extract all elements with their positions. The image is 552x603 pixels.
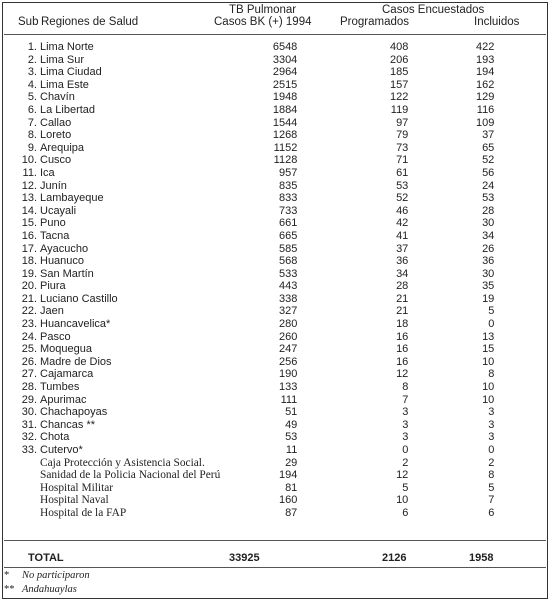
row-bk-cases: 957	[278, 166, 298, 179]
row-bk-cases: 733	[278, 204, 298, 217]
row-region: Lima Sur	[40, 53, 85, 66]
row-number: 18.	[21, 255, 37, 268]
table-row	[4, 79, 494, 92]
row-programados: 10	[396, 494, 409, 507]
table-row	[4, 217, 494, 230]
row-bk-cases: 190	[278, 368, 298, 381]
row-region: Hospital de la FAP	[40, 506, 127, 519]
table-row	[4, 482, 494, 495]
row-region: Ayacucho	[40, 242, 89, 255]
header-tb-line2: Casos BK (+) 1994	[214, 16, 312, 28]
row-number: 5.	[27, 91, 37, 104]
table-row	[4, 205, 494, 218]
row-number: 30.	[21, 406, 37, 419]
row-programados: 3	[402, 418, 409, 431]
row-incluidos: 116	[476, 103, 495, 116]
table-row	[4, 419, 494, 432]
row-incluidos: 8	[488, 368, 495, 381]
row-region: Huanuco	[40, 255, 85, 268]
row-bk-cases: 1884	[272, 103, 298, 116]
row-bk-cases: 81	[285, 481, 298, 494]
row-number: 3.	[27, 66, 37, 79]
row-region: Tacna	[40, 229, 70, 242]
header-regiones: Regiones de Salud	[41, 16, 139, 28]
row-programados: 122	[389, 91, 409, 104]
table-row	[4, 457, 494, 470]
row-number: 29.	[21, 393, 37, 406]
row-region: Hospital Militar	[40, 481, 114, 494]
total-rule-top	[4, 540, 546, 541]
header-casos: Casos Encuestados	[382, 4, 485, 16]
row-incluidos: 35	[482, 280, 495, 293]
row-incluidos: 19	[482, 292, 495, 305]
row-number	[4, 457, 40, 470]
row-number: 2.	[27, 53, 37, 66]
row-number: 14.	[21, 204, 37, 217]
row-region: Chota	[40, 431, 70, 444]
row-region: Ica	[40, 166, 55, 179]
row-bk-cases: 11	[285, 444, 298, 456]
row-programados: 18	[396, 318, 409, 331]
table-row	[4, 243, 494, 256]
row-number	[4, 507, 40, 520]
table-row	[4, 368, 494, 381]
row-bk-cases: 3304	[272, 53, 298, 66]
row-incluidos: 109	[475, 116, 495, 129]
table-row	[4, 54, 494, 67]
row-region: Cajamarca	[40, 368, 94, 381]
row-bk-cases: 443	[278, 280, 298, 293]
row-bk-cases: 585	[278, 242, 298, 255]
table-row	[4, 180, 494, 193]
row-programados: 21	[396, 292, 409, 305]
row-region: Junín	[40, 179, 67, 192]
header-incluidos: Incluidos	[474, 16, 520, 28]
row-bk-cases: 835	[278, 179, 298, 192]
footnote-1-mark: *	[4, 570, 10, 581]
row-incluidos: 5	[488, 481, 495, 494]
row-programados: 0	[402, 444, 409, 456]
table-row	[4, 167, 494, 180]
row-bk-cases: 833	[278, 192, 298, 205]
row-programados: 5	[402, 481, 409, 494]
total-incl: 1958	[469, 552, 494, 564]
total-rule-bottom	[4, 567, 546, 568]
table-row	[4, 381, 494, 394]
row-incluidos: 30	[482, 267, 495, 280]
row-bk-cases: 338	[278, 292, 298, 305]
row-incluidos: 2	[488, 456, 495, 469]
table-row	[4, 41, 494, 54]
row-region: Sanidad de la Policia Nacional del Perú	[40, 469, 221, 482]
table-row	[4, 293, 494, 306]
row-incluidos: 0	[488, 444, 495, 456]
table-row	[4, 507, 494, 520]
row-region: La Libertad	[40, 103, 96, 116]
row-incluidos: 3	[488, 418, 495, 431]
table-row	[4, 406, 494, 419]
row-incluidos: 6	[488, 506, 495, 519]
row-incluidos: 193	[475, 53, 495, 66]
table-row	[4, 117, 494, 130]
row-incluidos: 162	[475, 78, 495, 91]
row-incluidos: 34	[482, 229, 495, 242]
header-sub: Sub	[18, 16, 39, 28]
table-row	[4, 129, 494, 142]
row-bk-cases: 533	[278, 267, 298, 280]
row-programados: 46	[396, 204, 409, 217]
row-bk-cases: 87	[285, 506, 298, 519]
row-incluidos: 26	[482, 242, 495, 255]
row-number: 8.	[27, 129, 37, 142]
row-incluidos: 8	[488, 469, 495, 482]
table-row	[4, 268, 494, 281]
row-number: 20.	[21, 280, 37, 293]
row-region: Chancas **	[40, 418, 96, 431]
row-number: 22.	[21, 305, 37, 318]
row-programados: 3	[402, 431, 409, 444]
row-incluidos: 10	[482, 381, 495, 394]
row-number: 23.	[21, 318, 37, 331]
total-prog: 2126	[382, 552, 407, 564]
row-programados: 42	[396, 217, 409, 230]
table-row	[4, 305, 494, 318]
row-incluidos: 7	[488, 494, 495, 507]
row-region: Caja Protección y Asistencia Social.	[40, 456, 205, 469]
row-number: 25.	[21, 343, 37, 356]
row-incluidos: 194	[475, 66, 495, 79]
row-programados: 408	[389, 41, 409, 53]
row-number: 16.	[21, 229, 37, 242]
data-table	[4, 41, 494, 520]
row-bk-cases: 1948	[272, 91, 298, 104]
row-programados: 2	[402, 456, 409, 469]
row-incluidos: 5	[488, 305, 495, 318]
row-bk-cases: 327	[278, 305, 298, 318]
row-number: 26.	[21, 355, 37, 368]
table-row	[4, 192, 494, 205]
table-row	[4, 230, 494, 243]
row-number: 4.	[27, 78, 37, 91]
row-number: 12.	[21, 179, 37, 192]
row-bk-cases: 2964	[272, 66, 298, 79]
row-bk-cases: 260	[278, 330, 298, 343]
row-programados: 21	[396, 305, 409, 318]
row-region: Hospital Naval	[40, 494, 109, 507]
row-region: Pasco	[40, 330, 71, 343]
row-region: Cutervo*	[40, 444, 83, 456]
row-programados: 3	[402, 406, 409, 419]
total-label: TOTAL	[28, 552, 64, 564]
row-number: 11.	[22, 166, 37, 179]
row-incluidos: 28	[482, 204, 495, 217]
table-body	[4, 41, 494, 520]
row-bk-cases: 133	[278, 381, 298, 394]
row-number: 15.	[21, 217, 37, 230]
row-number: 1.	[27, 41, 37, 53]
row-bk-cases: 1544	[272, 116, 298, 129]
row-incluidos: 53	[482, 192, 495, 205]
row-programados: 71	[396, 154, 409, 167]
row-programados: 41	[396, 229, 409, 242]
row-programados: 119	[390, 103, 409, 116]
row-incluidos: 3	[488, 431, 495, 444]
row-region: Lambayeque	[40, 192, 104, 205]
row-number: 32.	[21, 431, 37, 444]
row-incluidos: 0	[488, 318, 495, 331]
row-region: Chavín	[40, 91, 75, 104]
table-row	[4, 469, 494, 482]
footnote-1	[4, 570, 90, 581]
row-incluidos: 10	[482, 393, 495, 406]
table-row	[4, 431, 494, 444]
row-bk-cases: 280	[278, 318, 298, 331]
row-number: 24.	[21, 330, 37, 343]
row-programados: 73	[396, 141, 409, 154]
row-region: Luciano Castillo	[40, 292, 118, 305]
table-row	[4, 356, 494, 369]
row-programados: 53	[396, 179, 409, 192]
header-tb-line1: TB Pulmonar	[229, 4, 297, 16]
row-number	[4, 469, 40, 482]
row-region: Chachapoyas	[40, 406, 108, 419]
row-programados: 61	[396, 166, 409, 179]
row-bk-cases: 160	[278, 494, 298, 507]
row-bk-cases: 2515	[272, 78, 298, 91]
row-incluidos: 36	[482, 255, 495, 268]
row-number: 27.	[21, 368, 37, 381]
document	[4, 4, 546, 595]
table-row	[4, 66, 494, 79]
row-number: 13.	[21, 192, 37, 205]
row-incluidos: 129	[475, 91, 495, 104]
table-row	[4, 91, 494, 104]
row-incluidos: 30	[482, 217, 495, 230]
row-incluidos: 3	[488, 406, 495, 419]
row-bk-cases: 247	[278, 343, 298, 356]
row-region: Lima Norte	[40, 41, 94, 53]
row-region: Loreto	[40, 129, 72, 142]
row-number	[4, 482, 40, 495]
row-number: 31.	[21, 418, 37, 431]
row-bk-cases: 53	[285, 431, 298, 444]
row-programados: 206	[389, 53, 409, 66]
row-programados: 34	[396, 267, 409, 280]
row-region: San Martín	[40, 267, 94, 280]
row-incluidos: 65	[482, 141, 495, 154]
row-bk-cases: 1268	[272, 129, 298, 142]
row-bk-cases: 256	[278, 355, 298, 368]
row-region: Cusco	[40, 154, 72, 167]
row-programados: 16	[396, 343, 409, 356]
row-incluidos: 10	[482, 355, 495, 368]
row-region: Apurimac	[40, 393, 87, 406]
row-incluidos: 13	[482, 330, 495, 343]
row-programados: 7	[402, 393, 409, 406]
row-incluidos: 37	[482, 129, 495, 142]
row-region: Moquegua	[40, 343, 92, 356]
table-row	[4, 104, 494, 117]
row-programados: 97	[396, 116, 409, 129]
row-number	[4, 494, 40, 507]
row-region: Jaen	[40, 305, 64, 318]
table-row	[4, 318, 494, 331]
total-bk: 33925	[229, 552, 260, 564]
row-bk-cases: 29	[285, 456, 298, 469]
table-row	[4, 280, 494, 293]
header-rule	[4, 34, 546, 35]
row-number: 9.	[27, 141, 37, 154]
row-number: 19.	[21, 267, 37, 280]
row-bk-cases: 1128	[273, 154, 298, 167]
row-number: 17.	[21, 242, 37, 255]
row-number: 21.	[21, 292, 37, 305]
table-row	[4, 154, 494, 167]
row-programados: 52	[396, 192, 409, 205]
row-region: Piura	[40, 280, 66, 293]
row-bk-cases: 49	[285, 418, 298, 431]
row-region: Puno	[40, 217, 66, 230]
row-incluidos: 24	[482, 179, 495, 192]
header-programados: Programados	[340, 16, 410, 28]
row-programados: 6	[402, 506, 409, 519]
footnote-1-text: No participaron	[22, 570, 90, 581]
row-number: 10.	[21, 154, 37, 167]
table-row	[4, 331, 494, 344]
row-region: Huancavelica*	[40, 318, 111, 331]
row-programados: 157	[389, 78, 409, 91]
row-programados: 28	[396, 280, 409, 293]
row-bk-cases: 194	[278, 469, 298, 482]
footnote-2	[4, 584, 77, 595]
row-programados: 12	[396, 469, 409, 482]
table-row	[4, 494, 494, 507]
table-row	[4, 343, 494, 356]
table-row	[4, 255, 494, 268]
footnote-2-text: Andahuaylas	[22, 584, 77, 595]
row-programados: 185	[389, 66, 409, 79]
row-programados: 79	[396, 129, 409, 142]
row-region: Lima Este	[40, 78, 89, 91]
row-bk-cases: 1152	[273, 141, 298, 154]
row-bk-cases: 51	[285, 406, 298, 419]
row-region: Ucayali	[40, 204, 77, 217]
row-bk-cases: 6548	[272, 41, 298, 53]
table-row	[4, 444, 494, 457]
row-number: 7.	[27, 116, 37, 129]
row-programados: 37	[396, 242, 409, 255]
row-number: 28.	[21, 381, 37, 394]
row-number: 6.	[27, 103, 37, 116]
row-bk-cases: 661	[278, 217, 298, 230]
row-programados: 16	[396, 355, 409, 368]
row-region: Tumbes	[40, 381, 80, 394]
row-bk-cases: 111	[280, 393, 298, 406]
row-incluidos: 52	[482, 154, 495, 167]
row-region: Lima Ciudad	[40, 66, 102, 79]
row-incluidos: 15	[482, 343, 495, 356]
row-programados: 8	[402, 381, 409, 394]
row-programados: 12	[396, 368, 409, 381]
row-programados: 36	[396, 255, 409, 268]
row-region: Arequipa	[40, 141, 85, 154]
row-incluidos: 56	[482, 166, 495, 179]
row-region: Madre de Dios	[40, 355, 112, 368]
row-bk-cases: 568	[278, 255, 298, 268]
row-region: Callao	[40, 116, 72, 129]
table-row	[4, 142, 494, 155]
table-row	[4, 394, 494, 407]
row-bk-cases: 665	[278, 229, 298, 242]
footnote-2-mark: **	[4, 584, 15, 595]
row-number: 33.	[21, 444, 37, 456]
row-incluidos: 422	[475, 41, 495, 53]
row-programados: 16	[396, 330, 409, 343]
